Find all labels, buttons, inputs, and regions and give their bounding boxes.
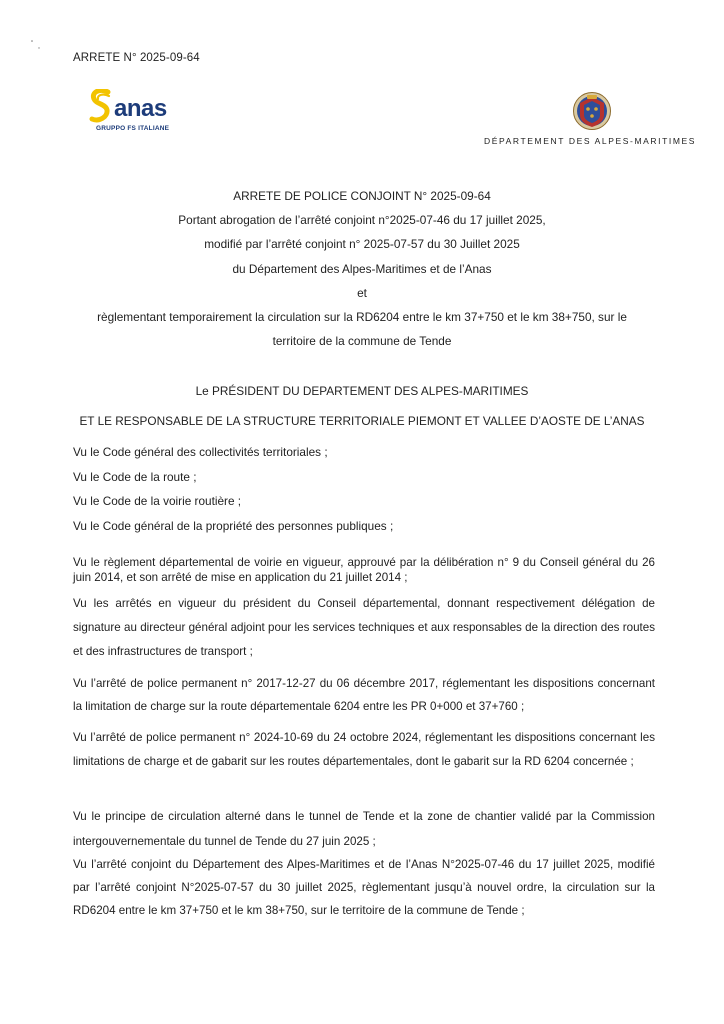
issuing-authorities (40, 384, 684, 428)
consideration-item: Vu l’arrêté conjoint du Département des Alpes-Maritimes et de l’Anas N°2025-07-46 du 17 juillet 2025, modifié par l’arrêté conjoint N°2025-07-57 du 30 juillet 2025, règlementant jusqu’à nouvel ordre, la circulation sur la RD6204 entre le km 37+750 et le km 38+750, sur le territoire de la commune de Tende ; (73, 858, 655, 918)
authority-line: Le PRÉSIDENT DU DEPARTEMENT DES ALPES-MARITIMES (195, 384, 529, 398)
anas-logo-subtitle: GRUPPO FS ITALIANE (96, 125, 170, 132)
anas-s-logo-icon (88, 89, 114, 125)
anas-logo (88, 89, 188, 139)
title-line: modifié par l’arrêté conjoint n° 2025-07-57 du 30 Juillet 2025 (204, 237, 520, 252)
department-emblem-icon (571, 91, 613, 131)
consideration-item: Vu l’arrêté de police permanent n° 2024-10-69 du 24 octobre 2024, réglementant les dispositions concernant les limitations de charge et de gabarit sur les routes départementales, dont le gabarit sur la RD 6204 concernée ; (73, 731, 655, 768)
consideration-item: Vu le Code général de la propriété des personnes publiques ; (73, 519, 394, 533)
consideration-item: Vu l’arrêté de police permanent n° 2017-12-27 du 06 décembre 2017, réglementant les dispositions concernant la limitation de charge sur la route départementale 6204 entre les PR 0+000 et 37+760 ; (73, 677, 655, 713)
document-reference: ARRETE N° 2025-09-64 (73, 52, 200, 64)
authority-line: ET LE RESPONSABLE DE LA STRUCTURE TERRITORIALE PIEMONT ET VALLEE D’AOSTE DE L’ANAS (79, 414, 645, 428)
title-line: territoire de la commune de Tende (272, 334, 452, 349)
consideration-item: Vu les arrêtés en vigueur du président du Conseil départemental, donnant respectivement délégation de signature au directeur général adjoint pour les services techniques et aux responsables de la direction des routes et des infrastructures de transport ; (73, 597, 655, 658)
anas-logo-text: anas (114, 95, 167, 122)
title-line: Portant abrogation de l’arrêté conjoint n°2025-07-46 du 17 juillet 2025, (178, 213, 546, 228)
decree-title (40, 184, 684, 353)
title-line: du Département des Alpes-Maritimes et de l’Anas (232, 261, 492, 276)
consideration-item: Vu le principe de circulation alterné dans le tunnel de Tende et la zone de chantier validé par la Commission intergouvernementale du tunnel de Tende du 27 juin 2025 ; (73, 810, 655, 848)
consideration-item: Vu le règlement départemental de voirie en vigueur, approuvé par la délibération n° 9 du Conseil général du 26 juin 2014, et son arrêté de mise en application du 21 juillet 2014 ; (73, 556, 655, 584)
consideration-item: Vu le Code général des collectivités territoriales ; (73, 445, 328, 459)
title-line: et (357, 285, 367, 300)
consideration-item: Vu le Code de la voirie routière ; (73, 494, 242, 508)
consideration-item: Vu le Code de la route ; (73, 470, 197, 484)
department-name: DÉPARTEMENT DES ALPES-MARITIMES (484, 136, 697, 146)
title-line: ARRETE DE POLICE CONJOINT N° 2025-09-64 (233, 189, 491, 203)
title-line: règlementant temporairement la circulation sur la RD6204 entre le km 37+750 et le km 38+750, sur le (97, 310, 627, 325)
scan-speck-icon (29, 38, 43, 52)
